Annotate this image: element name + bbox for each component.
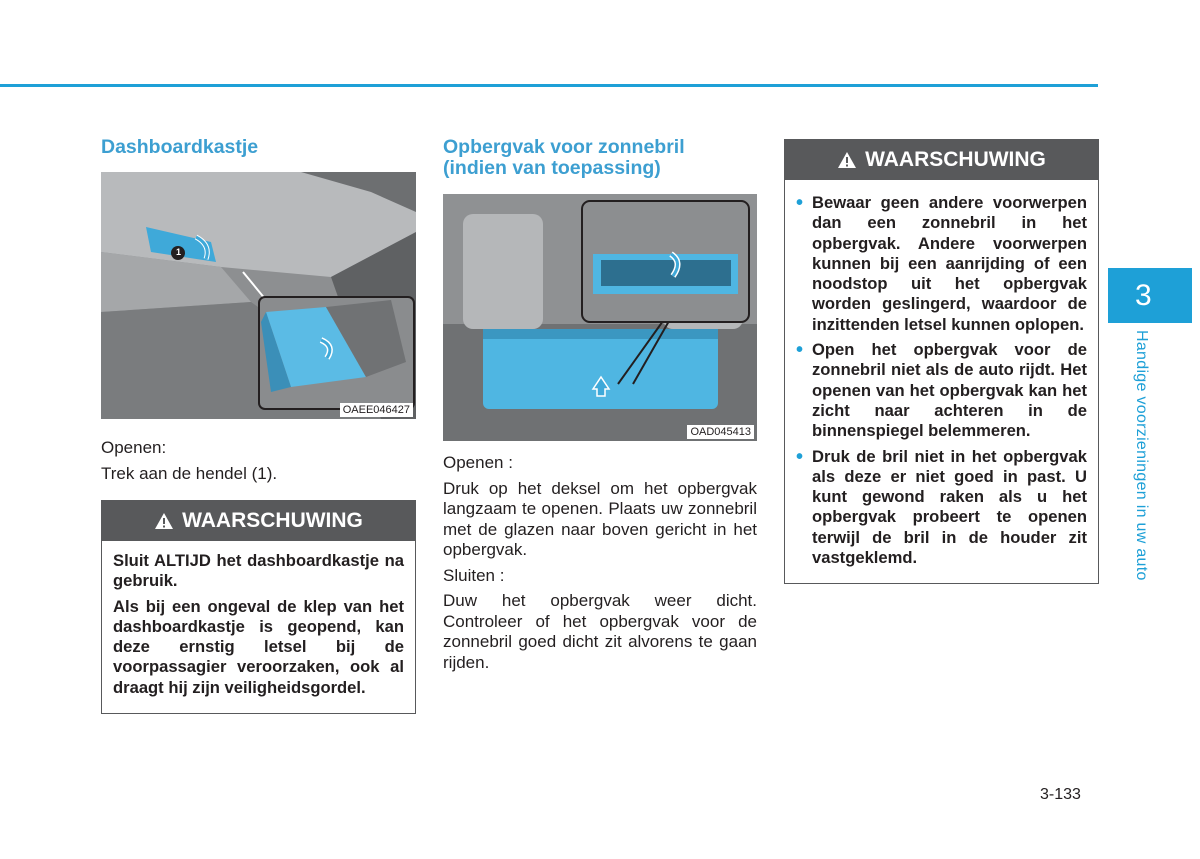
chapter-title: Handige voorzieningen in uw auto (1133, 330, 1150, 581)
top-rule (0, 84, 1098, 87)
chapter-side-label (1130, 330, 1150, 600)
warning-paragraph: Als bij een ongeval de klep van het dashboardkastje is geopend, kan deze ernstig letsel bij de voorpassagier veroorzaken, ook al draagt hij zijn veiligheidsgordel. (113, 596, 404, 697)
sunglass-holder-instructions (443, 453, 757, 678)
warning-title: WAARSCHUWING (182, 509, 363, 532)
heading-line: (indien van toepassing) (443, 157, 661, 179)
warning-list (796, 193, 1087, 568)
warning-item: • Bewaar geen andere voorwerpen dan een zonnebril in het opbergvak. Andere voorwerpen kunnen bij een aanrijding of een noodstop uit het opbergvak worden geslingerd, waardoor de inzittenden letsel kunnen oplopen. (796, 193, 1087, 335)
warning-header (102, 501, 415, 541)
page-number: 3-133 (1040, 786, 1081, 803)
sunglass-holder-illustration (443, 194, 757, 441)
figure-code: OAD045413 (687, 425, 754, 439)
open-label: Openen: (101, 438, 167, 457)
warning-item: • Open het opbergvak voor de zonnebril niet als de auto rijdt. Het openen van het opbergvak kan het zicht naar achteren in de binnenspiegel belemmeren. (796, 340, 1087, 441)
warning-header (785, 140, 1098, 180)
warning-paragraph: Sluit ALTIJD het dashboardkastje na gebruik. (113, 551, 404, 591)
section-heading-glovebox: Dashboardkastje (101, 136, 259, 158)
warning-box-sunglass-holder (784, 139, 1099, 584)
glovebox-instructions (101, 438, 416, 489)
sunglass-holder-drawing (443, 194, 757, 441)
close-label: Sluiten : (443, 565, 505, 585)
section-heading-sunglass-holder (443, 137, 685, 179)
heading-line: Opbergvak voor zonnebril (443, 136, 685, 158)
open-instruction: Druk op het deksel om het opbergvak langzaam te openen. Plaats uw zonnebril met de glazen naar boven gericht in het opbergvak. (443, 478, 757, 559)
warning-body (102, 541, 415, 713)
open-label: Openen : (443, 453, 513, 472)
warning-title: WAARSCHUWING (865, 148, 1046, 171)
chapter-number: 3 (1135, 278, 1152, 312)
warning-box-glovebox (101, 500, 416, 714)
glovebox-illustration (101, 172, 416, 419)
warning-item: • Druk de bril niet in het opbergvak als deze er niet goed in past. U kunt gewond raken als u het opbergvak probeert te openen terwijl de bril in de houder zit vastgeklemd. (796, 447, 1087, 569)
chapter-tab (1108, 268, 1192, 323)
close-instruction: Duw het opbergvak weer dicht. Controleer of het opbergvak voor de zonnebril goed dicht zit alvorens te gaan rijden. (443, 591, 757, 672)
figure-code: OAEE046427 (340, 403, 413, 417)
glovebox-drawing (101, 172, 416, 419)
warning-triangle-icon (837, 151, 857, 169)
warning-triangle-icon (154, 512, 174, 530)
warning-body (785, 180, 1098, 583)
callout-number: 1 (175, 247, 181, 257)
open-instruction: Trek aan de hendel (1). (101, 463, 278, 483)
